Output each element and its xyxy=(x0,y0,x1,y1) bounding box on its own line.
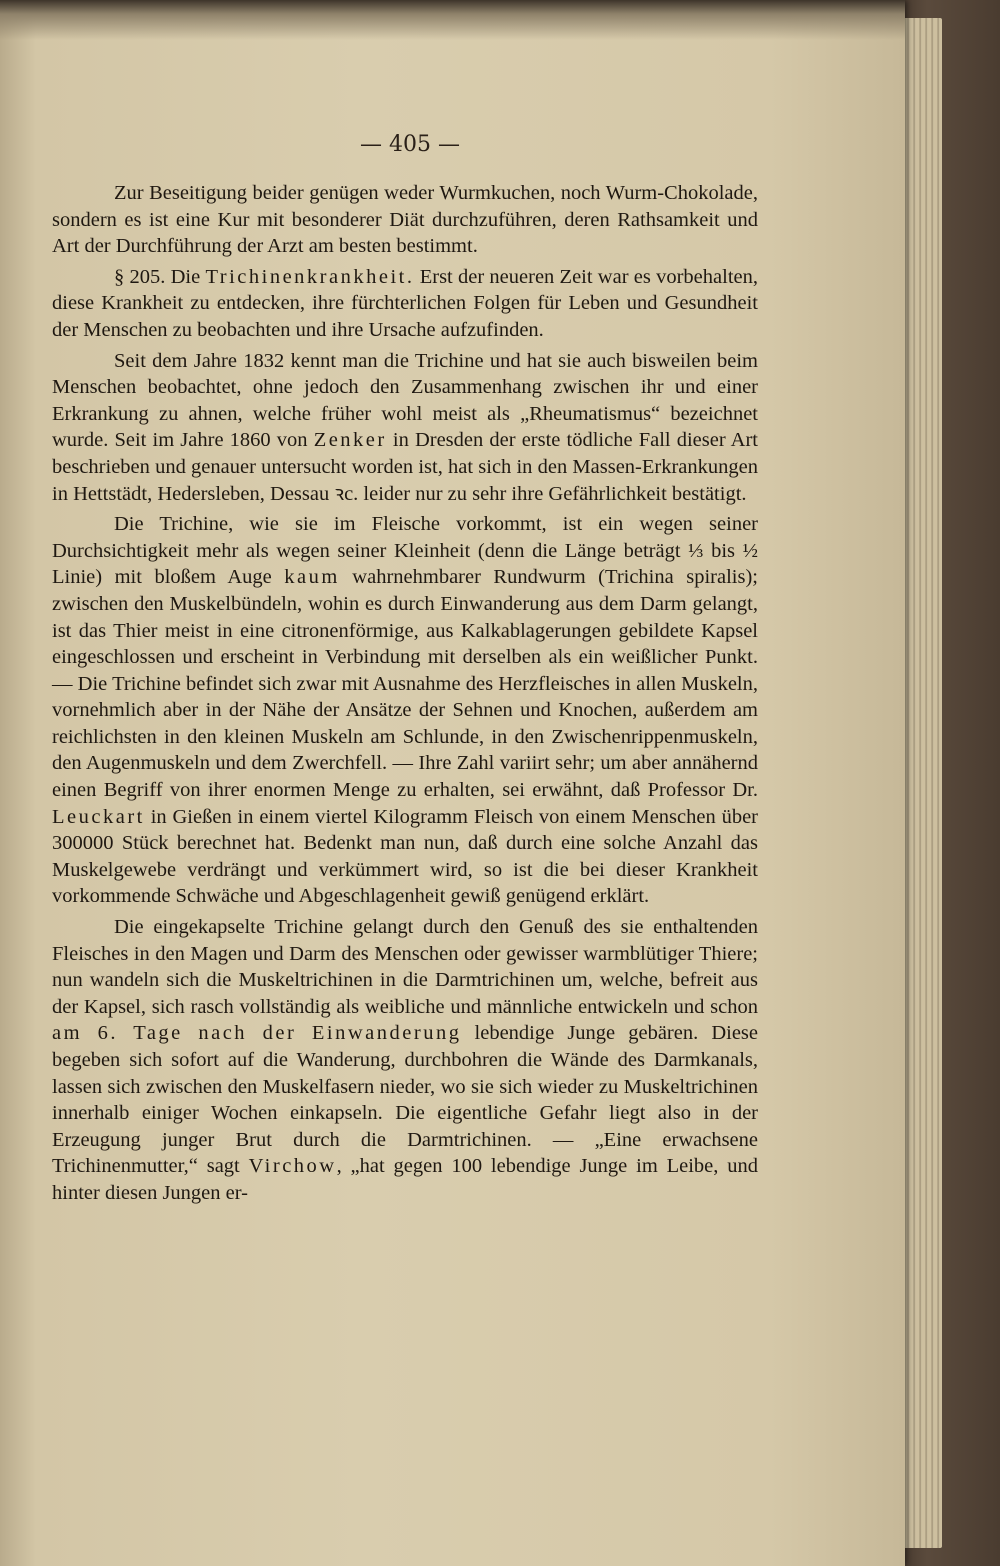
spaced-name: Leuckart xyxy=(52,805,145,828)
paragraph-rest: lebendige Junge gebären. Diese begeben sich sofort auf die Wanderung, durchbohren die Wände des Darmkanals, lassen sich zwischen den Muskelfasern nieder, wo sie sich wieder zu Muskeltrichinen innerhalb einiger Wochen einkapseln. Die eigentliche Gefahr liegt also in der Erzeugung junger Brut durch die Darmtrichinen. — „Eine erwachsene Trichinenmutter,“ sagt xyxy=(52,1022,758,1178)
page-number: — 405 — xyxy=(360,132,460,157)
paragraph-rest-2: in Gießen in einem viertel Kilogramm Fleisch von einem Menschen über 300000 Stück berechnet hat. Bedenkt man nun, daß durch eine solche Anzahl das Muskelgewebe verdrängt und verkümmert wird, so ist die bei dieser Krankheit vorkommende Schwäche und Abgeschlagenheit gewiß genügend erklärt. xyxy=(52,805,758,908)
spaced-name: Virchow xyxy=(248,1155,337,1178)
spaced-name: Zenker xyxy=(313,429,387,452)
paragraph-3 xyxy=(52,348,758,508)
paragraph-5 xyxy=(52,914,758,1207)
paragraph-2 xyxy=(52,264,758,344)
paragraph-4 xyxy=(52,511,758,910)
paragraph-lead: § 205. Die xyxy=(114,265,206,288)
paragraph-rest: in Dresden der erste tödliche Fall dieser Art beschrieben und genauer untersucht worden ist, hat sich in den Massen-Erkrankungen in Hettstädt, Hedersleben, Dessau ꝛc. leider nur zu sehr ihre Gefährlichkeit bestätigt. xyxy=(52,429,758,505)
body-text xyxy=(52,180,758,1207)
spaced-phrase: am 6. Tage nach der Einwanderung xyxy=(52,1022,462,1045)
spaced-heading: Trichinenkrankheit. xyxy=(205,265,415,288)
paragraph-lead: Die Trichine, wie sie im Fleische vorkommt, ist ein wegen seiner Durchsichtigkeit mehr als wegen seiner Kleinheit (denn die Länge beträgt ⅓ bis ½ Linie) mit bloßem Auge xyxy=(52,513,758,589)
paragraph-text: Zur Beseitigung beider genügen weder Wurmkuchen, noch Wurm-Chokolade, sondern es ist eine Kur mit besonderer Diät durchzuführen, deren Rathsamkeit und Art der Durchführung der Arzt am besten bestimmt. xyxy=(52,182,758,258)
paragraph-rest: Erst der neueren Zeit war es vorbehalten, diese Krankheit zu entdecken, ihre fürchterlichen Folgen für Leben und Gesundheit der Menschen zu beobachten und ihre Ursache aufzufinden. xyxy=(52,265,758,341)
paragraph-lead: Seit dem Jahre 1832 kennt man die Trichine und hat sie auch bisweilen beim Menschen beobachtet, ohne jedoch den Zusammenhang zwischen ihr und einer Erkrankung zu ahnen, welche früher wohl meist als „Rheumatismus“ bezeichnet wurde. Seit im Jahre 1860 von xyxy=(52,349,758,452)
spaced-word: kaum xyxy=(284,566,340,589)
top-shadow xyxy=(0,0,905,40)
paragraph-rest: wahrnehmbarer Rundwurm (Trichina spiralis); zwischen den Muskelbündeln, wohin es durch Einwanderung aus dem Darm gelangt, ist das Thier meist in eine citronenförmige, aus Kalkablagerungen gebildete Kapsel eingeschlossen und erscheint in Verbindung mit derselben als ein weißlicher Punkt. — Die Trichine befindet sich zwar mit Ausnahme des Herzfleisches in allen Muskeln, vornehmlich aber in der Nähe der Ansätze der Sehnen und Knochen, außerdem am reichlichsten in den kleinen Muskeln am Schlunde, in den Zwischenrippenmuskeln, den Augenmuskeln und dem Zwerchfell. — Ihre Zahl variirt sehr; um aber annähernd einen Begriff von ihrer enormen Menge zu erhalten, sei erwähnt, daß Professor Dr. xyxy=(52,566,758,802)
paragraph-lead: Die eingekapselte Trichine gelangt durch den Genuß des sie enthaltenden Fleisches in den Magen und Darm des Menschen oder gewisser warmblütiger Thiere; nun wandeln sich die Muskeltrichinen in die Darmtrichinen um, welche, befreit aus der Kapsel, sich rasch vollständig als weibliche und männliche entwickeln und schon xyxy=(52,916,758,1018)
paragraph-rest-2: , „hat gegen 100 lebendige Junge im Leibe, und hinter diesen Jungen er- xyxy=(52,1155,758,1204)
paragraph-1 xyxy=(52,180,758,260)
